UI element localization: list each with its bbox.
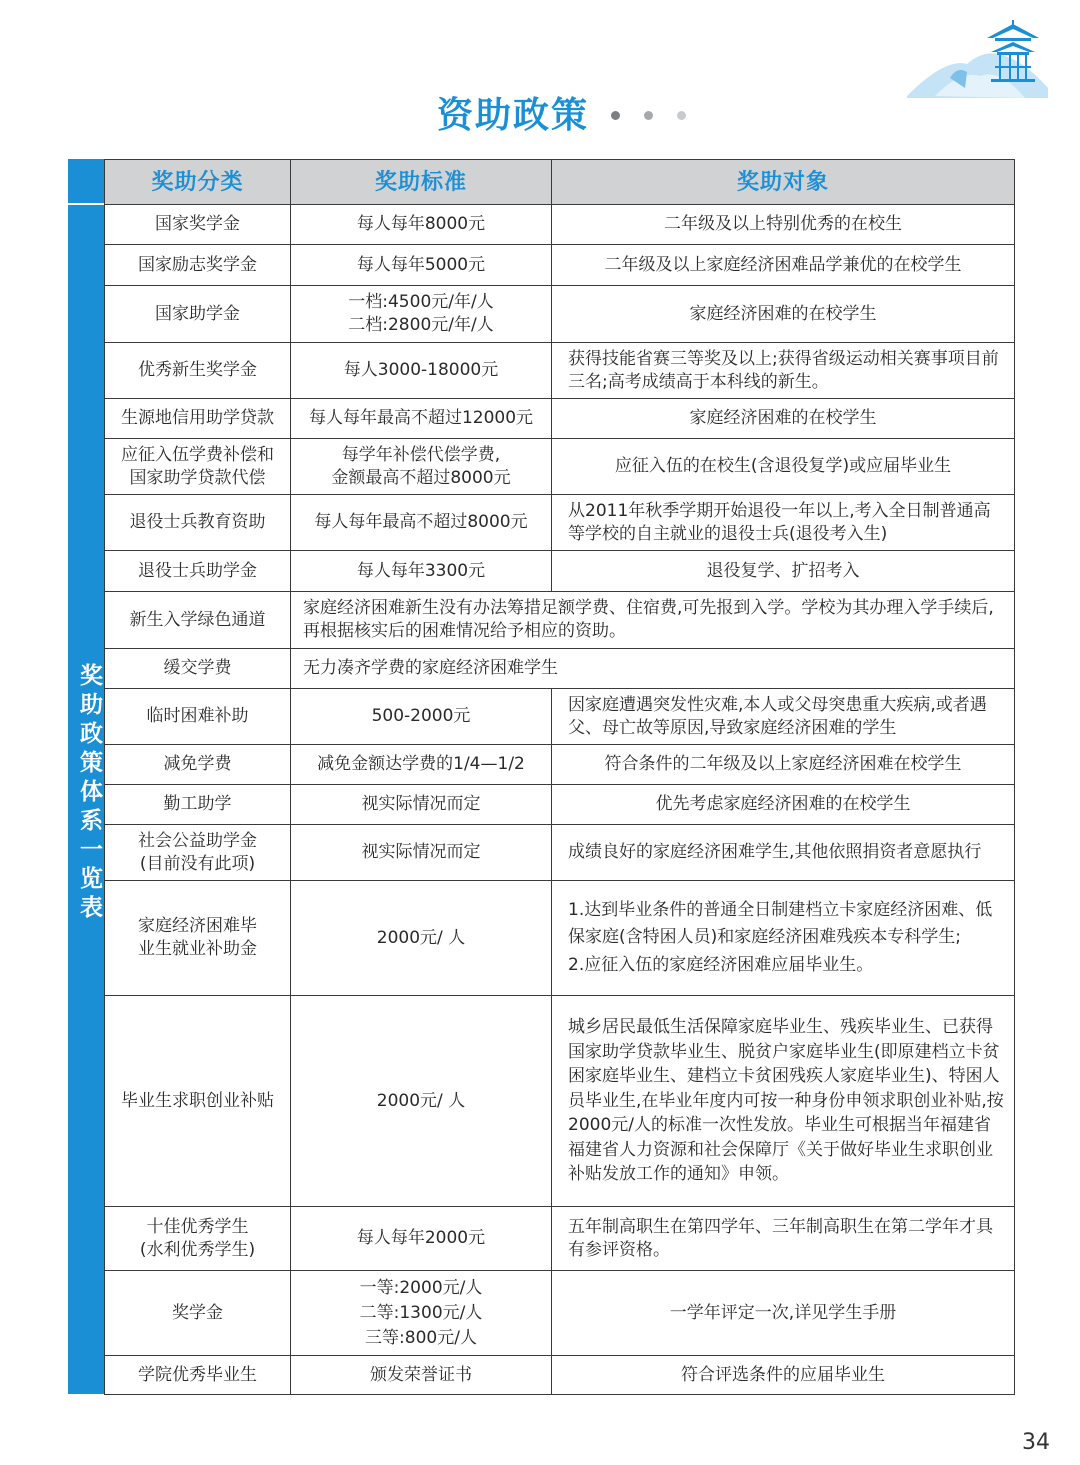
table-row — [105, 1356, 1015, 1395]
row-category: 缓交学费 — [105, 649, 291, 689]
title-dot-icon — [677, 111, 686, 120]
row-category: 奖学金 — [105, 1271, 291, 1356]
row-target: 一学年评定一次,详见学生手册 — [552, 1271, 1015, 1356]
table-row — [105, 881, 1015, 996]
table-row — [105, 785, 1015, 825]
row-target: 退役复学、扩招考入 — [552, 551, 1015, 592]
pavilion-logo-icon — [905, 18, 1050, 103]
row-standard: 每人每年3300元 — [291, 551, 552, 592]
table-row — [105, 245, 1015, 286]
row-standard: 每人每年5000元 — [291, 245, 552, 286]
policy-table — [104, 159, 1015, 1395]
row-category: 十佳优秀学生 (水利优秀学生) — [105, 1207, 291, 1271]
table-row — [105, 399, 1015, 439]
row-category: 临时困难补助 — [105, 689, 291, 745]
table-row — [105, 1271, 1015, 1356]
row-category: 毕业生求职创业补贴 — [105, 996, 291, 1207]
title-dot-icon — [611, 111, 620, 120]
row-description: 无力凑齐学费的家庭经济困难学生 — [291, 649, 1015, 689]
row-category: 国家励志奖学金 — [105, 245, 291, 286]
page-number: 34 — [1022, 1430, 1050, 1455]
row-target: 获得技能省赛三等奖及以上;获得省级运动相关赛事项目前三名;高考成绩高于本科线的新生。 — [552, 343, 1015, 399]
row-standard: 一等:2000元/人 二等:1300元/人 三等:800元/人 — [291, 1271, 552, 1356]
row-category: 国家助学金 — [105, 286, 291, 343]
table-row — [105, 551, 1015, 592]
row-standard: 每人3000-18000元 — [291, 343, 552, 399]
row-target: 因家庭遭遇突发性灾难,本人或父母突患重大疾病,或者遇父、母亡故等原因,导致家庭经济困难的学生 — [552, 689, 1015, 745]
column-header-target: 奖助对象 — [552, 160, 1015, 205]
row-target: 二年级及以上家庭经济困难品学兼优的在校学生 — [552, 245, 1015, 286]
table-row — [105, 592, 1015, 649]
row-standard: 减免金额达学费的1/4—1/2 — [291, 745, 552, 785]
table-row — [105, 825, 1015, 881]
table-row — [105, 649, 1015, 689]
row-category: 家庭经济困难毕 业生就业补助金 — [105, 881, 291, 996]
sidebar-band — [68, 203, 104, 1394]
row-category: 优秀新生奖学金 — [105, 343, 291, 399]
row-target: 城乡居民最低生活保障家庭毕业生、残疾毕业生、已获得国家助学贷款毕业生、脱贫户家庭毕业生(即原建档立卡贫困家庭毕业生、建档立卡贫困残疾人家庭毕业生)、特困人员毕业生,在毕业年度内可按一种身份申领求职创业补贴,按2000元/人的标准一次性发放。毕业生可根据当年福建省福建省人力资源和社会保障厅《关于做好毕业生求职创业补贴发放工作的通知》申领。 — [552, 996, 1015, 1207]
table-row — [105, 205, 1015, 245]
table-row — [105, 439, 1015, 495]
page-title-block — [0, 92, 1080, 142]
table-row — [105, 343, 1015, 399]
row-target: 优先考虑家庭经济困难的在校学生 — [552, 785, 1015, 825]
row-standard: 颁发荣誉证书 — [291, 1356, 552, 1395]
row-target: 1.达到毕业条件的普通全日制建档立卡家庭经济困难、低保家庭(含特困人员)和家庭经济困难残疾本专科学生; 2.应征入伍的家庭经济困难应届毕业生。 — [552, 881, 1015, 996]
row-category: 生源地信用助学贷款 — [105, 399, 291, 439]
row-standard: 2000元/ 人 — [291, 881, 552, 996]
table-row — [105, 286, 1015, 343]
row-standard: 每人每年最高不超过12000元 — [291, 399, 552, 439]
sidebar-label: 奖助政策体系一览表 — [76, 663, 102, 924]
row-category: 国家奖学金 — [105, 205, 291, 245]
row-category: 社会公益助学金 (目前没有此项) — [105, 825, 291, 881]
row-target: 从2011年秋季学期开始退役一年以上,考入全日制普通高等学校的自主就业的退役士兵(退役考入生) — [552, 495, 1015, 551]
row-target: 成绩良好的家庭经济困难学生,其他依照捐资者意愿执行 — [552, 825, 1015, 881]
table-row — [105, 1207, 1015, 1271]
row-target: 二年级及以上特别优秀的在校生 — [552, 205, 1015, 245]
row-standard: 每人每年最高不超过8000元 — [291, 495, 552, 551]
page-title: 资助政策 — [437, 95, 590, 136]
row-category: 减免学费 — [105, 745, 291, 785]
row-category: 应征入伍学费补偿和 国家助学贷款代偿 — [105, 439, 291, 495]
row-category: 学院优秀毕业生 — [105, 1356, 291, 1395]
row-category: 勤工助学 — [105, 785, 291, 825]
row-description: 家庭经济困难新生没有办法筹措足额学费、住宿费,可先报到入学。学校为其办理入学手续后,再根据核实后的困难情况给予相应的资助。 — [291, 592, 1015, 649]
row-standard: 视实际情况而定 — [291, 785, 552, 825]
row-standard: 每学年补偿代偿学费, 金额最高不超过8000元 — [291, 439, 552, 495]
row-standard: 一档:4500元/年/人 二档:2800元/年/人 — [291, 286, 552, 343]
table-row — [105, 996, 1015, 1207]
policy-table-container — [68, 159, 1014, 1394]
table-header-row — [105, 160, 1015, 205]
title-dot-icon — [644, 111, 653, 120]
row-standard: 2000元/ 人 — [291, 996, 552, 1207]
row-standard: 每人每年2000元 — [291, 1207, 552, 1271]
row-category: 退役士兵助学金 — [105, 551, 291, 592]
row-target: 家庭经济困难的在校学生 — [552, 286, 1015, 343]
row-standard: 视实际情况而定 — [291, 825, 552, 881]
row-category: 新生入学绿色通道 — [105, 592, 291, 649]
row-target: 五年制高职生在第四学年、三年制高职生在第二学年才具有参评资格。 — [552, 1207, 1015, 1271]
row-target: 符合条件的二年级及以上家庭经济困难在校学生 — [552, 745, 1015, 785]
column-header-category: 奖助分类 — [105, 160, 291, 205]
sidebar-header-block — [68, 159, 104, 203]
row-category: 退役士兵教育资助 — [105, 495, 291, 551]
row-standard: 每人每年8000元 — [291, 205, 552, 245]
table-row — [105, 495, 1015, 551]
table-row — [105, 745, 1015, 785]
row-target: 家庭经济困难的在校学生 — [552, 399, 1015, 439]
row-target: 应征入伍的在校生(含退役复学)或应届毕业生 — [552, 439, 1015, 495]
row-standard: 500-2000元 — [291, 689, 552, 745]
table-row — [105, 689, 1015, 745]
column-header-standard: 奖助标准 — [291, 160, 552, 205]
row-target: 符合评选条件的应届毕业生 — [552, 1356, 1015, 1395]
